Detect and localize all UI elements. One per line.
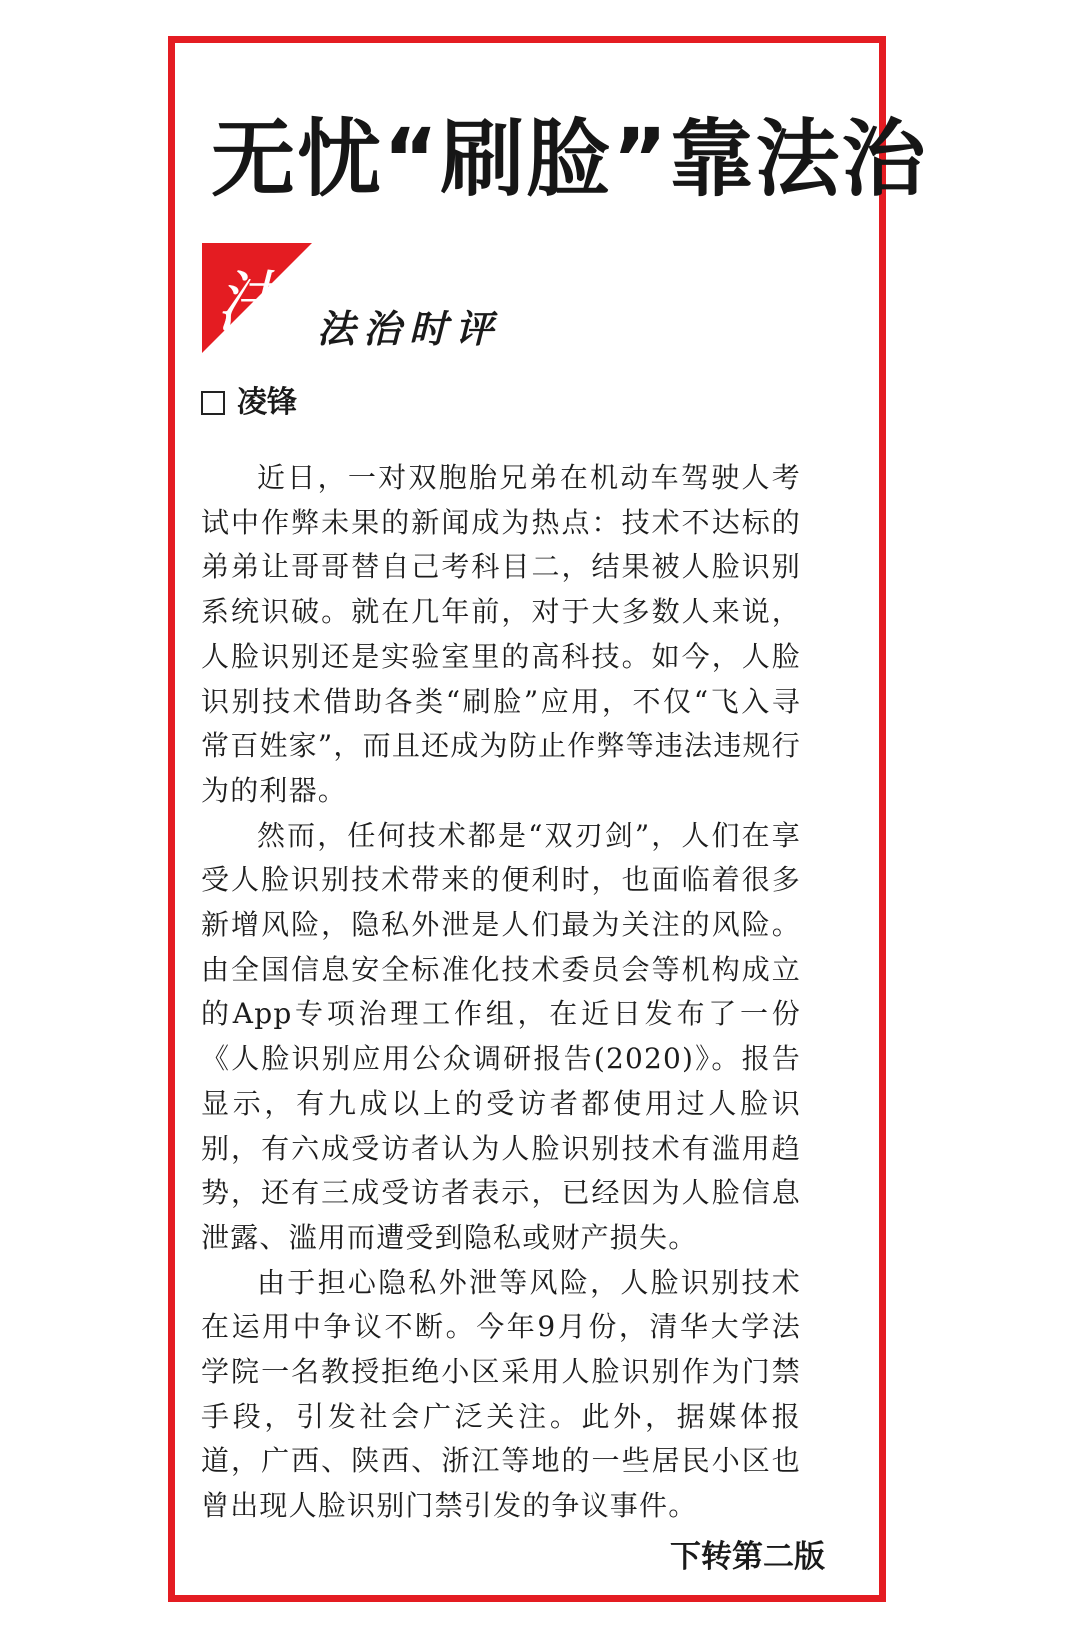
continued-note: 下转第二版 [670, 1539, 825, 1575]
headline: 无忧“刷脸”靠法治 [211, 110, 928, 208]
paragraph: 近日，一对双胞胎兄弟在机动车驾驶人考试中作弊未果的新闻成为热点：技术不达标的弟弟让哥哥替自己考科目二，结果被人脸识别系统识破。就在几年前，对于大多数人来说，人脸识别还是实验室里的高科技。如今，人脸识别技术借助各类“刷脸”应用，不仅“飞入寻常百姓家”，而且还成为防止作弊等违法违规行为的利器。 [201, 461, 801, 807]
column-name: 法治时评 [317, 306, 502, 351]
paragraph: 然而，任何技术都是“双刃剑”，人们在享受人脸识别技术带来的便利时，也面临着很多新增风险，隐私外泄是人们最为关注的风险。由全国信息安全标准化技术委员会等机构成立的App专项治理工作组，在近日发布了一份《人脸识别应用公众调研报告(2020)》。报告显示，有九成以上的受访者都使用过人脸识别，有六成受访者认为人脸识别技术有滥用趋势，还有三成受访者表示，已经因为人脸信息泄露、滥用而遭受到隐私或财产损失。 [201, 818, 801, 1254]
article-body [201, 456, 801, 1529]
author-name: 凌锋 [237, 385, 297, 420]
column-logo [202, 243, 312, 353]
byline [201, 383, 297, 423]
article-frame [168, 36, 928, 1602]
logo-character: 法 [216, 264, 282, 341]
byline-box-icon [201, 391, 225, 415]
paragraph: 由于担心隐私外泄等风险，人脸识别技术在运用中争议不断。今年9月份，清华大学法学院一名教授拒绝小区采用人脸识别作为门禁手段，引发社会广泛关注。此外，据媒体报道，广西、陕西、浙江等地的一些居民小区也曾出现人脸识别门禁引发的争议事件。 [201, 1265, 801, 1523]
